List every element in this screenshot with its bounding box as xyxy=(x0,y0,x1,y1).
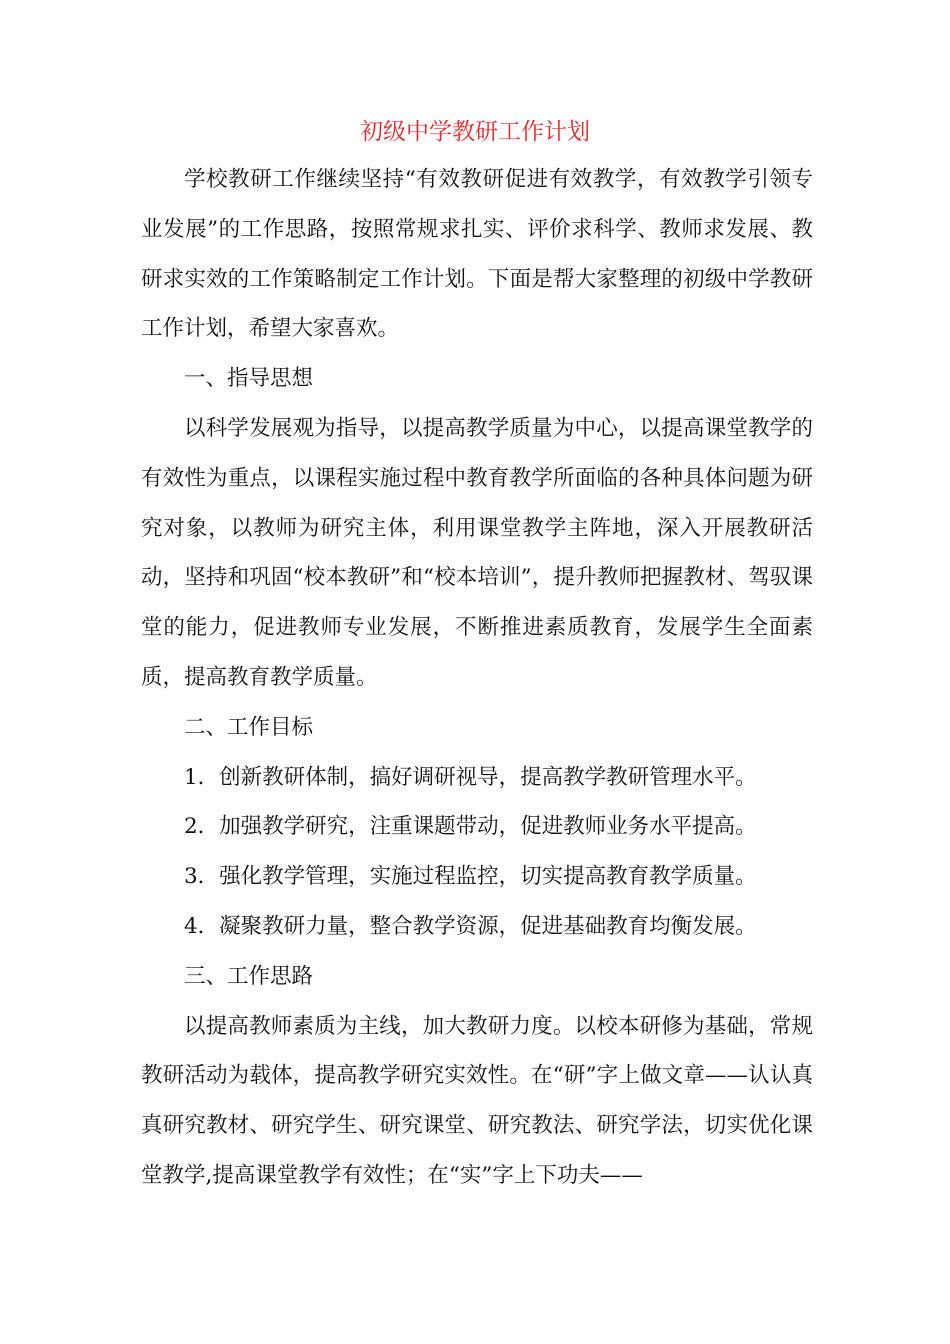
goal-item-2: 2．加强教学研究，注重课题带动，促进教师业务水平提高。 xyxy=(184,814,757,840)
document-title: 初级中学教研工作计划 xyxy=(360,119,590,145)
work-approach-paragraph: 以提高教师素质为主线，加大教研力度。以校本研修为基础，常规教研活动为载体，提高教学研究实效性。在“研”字上做文章——认认真真研究教材、研究学生、研究课堂、研究教法、研究学法，切实优化课堂教学,提高课堂教学有效性；在“实”字上下功夫—— xyxy=(141,1013,813,1188)
goal-item-3: 3．强化教学管理，实施过程监控，切实提高教育教学质量。 xyxy=(184,864,757,890)
guiding-idea-paragraph: 以科学发展观为指导，以提高教学质量为中心，以提高课堂教学的有效性为重点，以课程实施过程中教育教学所面临的各种具体问题为研究对象，以教师为研究主体，利用课堂教学主阵地，深入开展教研活动，坚持和巩固“校本教研”和“校本培训”，提升教师把握教材、驾驭课堂的能力，促进教师专业发展，不断推进素质教育，发展学生全面素质，提高教育教学质量。 xyxy=(141,415,813,690)
goal-item-4: 4．凝聚教研力量，整合教学资源，促进基础教育均衡发展。 xyxy=(184,913,757,939)
intro-paragraph: 学校教研工作继续坚持“有效教研促进有效教学，有效教学引领专业发展”的工作思路，按照常规求扎实、评价求科学、教师求发展、教研求实效的工作策略制定工作计划。下面是帮大家整理的初级中学教研工作计划，希望大家喜欢。 xyxy=(141,167,813,342)
goal-item-1: 1．创新教研体制，搞好调研视导，提高教学教研管理水平。 xyxy=(184,764,757,790)
section-heading-work-approach: 三、工作思路 xyxy=(184,963,314,989)
section-heading-guiding-idea: 一、指导思想 xyxy=(184,366,314,392)
section-heading-work-goals: 二、工作目标 xyxy=(184,714,314,740)
document-body xyxy=(141,155,813,1201)
